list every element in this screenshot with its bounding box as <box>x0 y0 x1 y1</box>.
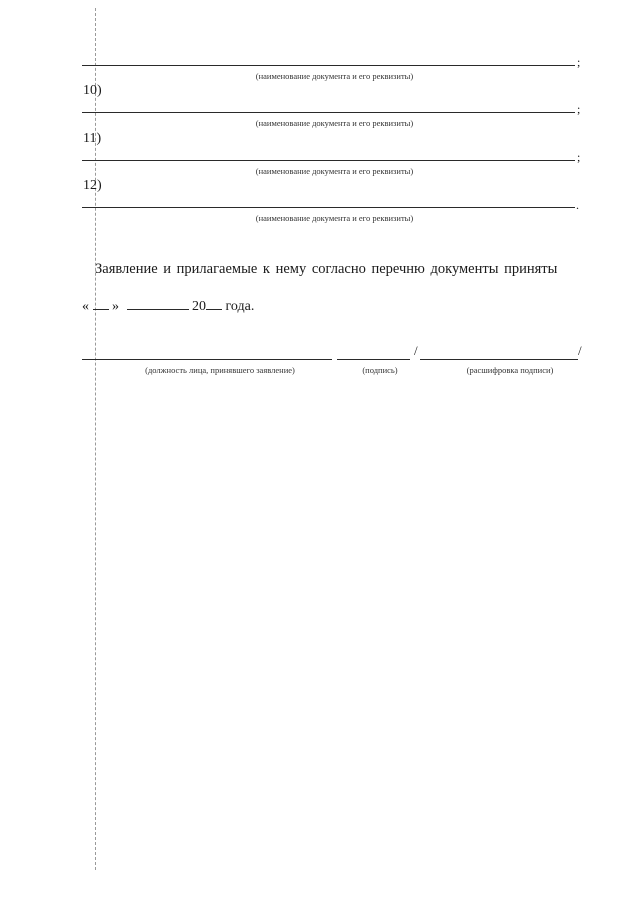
document-line-caption: (наименование документа и его реквизиты) <box>255 213 414 223</box>
day-blank <box>93 296 109 310</box>
position-caption: (должность лица, принявшего заявление) <box>145 365 295 375</box>
item-number-10: 10) <box>83 83 102 98</box>
line-end-punct: ; <box>577 55 581 69</box>
date-open-quote: « <box>82 299 89 314</box>
year-blank <box>206 296 222 310</box>
item-number-11: 11) <box>83 131 102 146</box>
decode-separator: / <box>578 343 582 358</box>
line-end-punct: . <box>576 198 579 212</box>
date-close-quote: » <box>112 299 119 314</box>
signature-caption: (подпись) <box>362 365 398 375</box>
line-end-punct: ; <box>577 150 581 164</box>
document-line-caption: (наименование документа и его реквизиты) <box>255 71 414 81</box>
line-end-punct: ; <box>577 102 581 116</box>
month-blank <box>127 296 189 310</box>
document-line-10 <box>82 112 575 113</box>
item-number-12: 12) <box>83 178 102 193</box>
document-line-caption: (наименование документа и его реквизиты) <box>255 118 414 128</box>
year-suffix: года. <box>225 299 255 314</box>
document-line-9 <box>82 65 575 66</box>
document-line-11 <box>82 160 575 161</box>
position-line <box>82 359 332 360</box>
decode-line <box>420 359 578 360</box>
year-prefix: 20 <box>192 299 206 314</box>
decode-caption: (расшифровка подписи) <box>466 365 554 375</box>
acceptance-date <box>82 296 254 316</box>
signature-separator: / <box>414 343 418 358</box>
document-line-caption: (наименование документа и его реквизиты) <box>255 166 414 176</box>
acceptance-statement: Заявление и прилагаемые к нему согласно перечню документы приняты <box>95 261 558 277</box>
document-line-12 <box>82 207 575 208</box>
signature-line <box>337 359 410 360</box>
